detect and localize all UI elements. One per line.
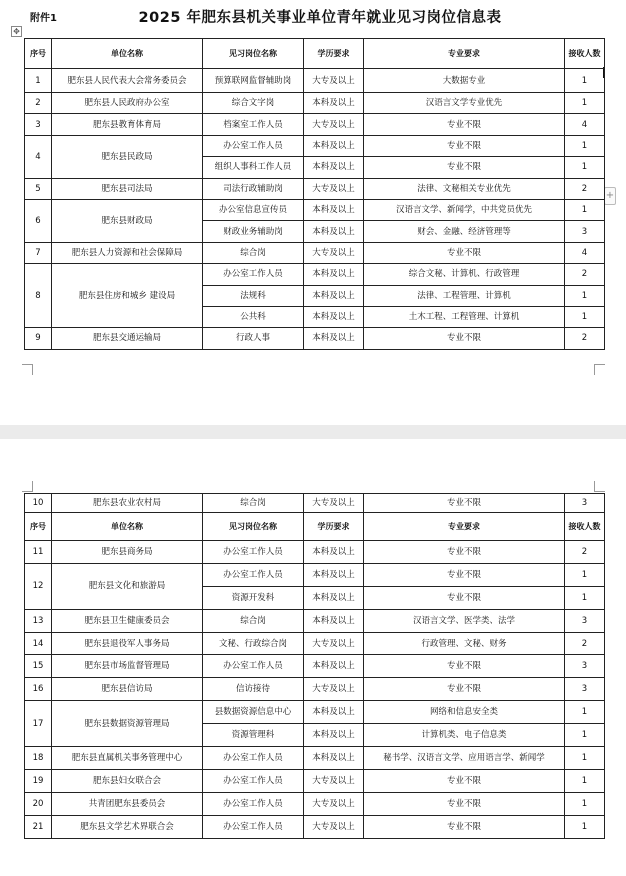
- row-unit: 肥东县数据资源管理局: [52, 701, 203, 747]
- header-unit: 单位名称: [52, 513, 203, 541]
- row-unit: 肥东县商务局: [52, 541, 203, 564]
- table-row: [25, 655, 605, 678]
- table-row: [25, 632, 605, 655]
- row-major: 专业不限: [364, 242, 565, 263]
- table-row: [25, 701, 605, 724]
- row-major: 专业不限: [364, 563, 565, 586]
- row-unit: 肥东县司法局: [52, 178, 203, 199]
- row-education: 本科及以上: [304, 93, 364, 114]
- row-major: 专业不限: [364, 655, 565, 678]
- header-major: 专业要求: [364, 39, 565, 69]
- table-row: [25, 609, 605, 632]
- row-no: 20: [25, 792, 52, 815]
- row-unit: 肥东县文化和旅游局: [52, 563, 203, 609]
- row-no: 4: [25, 135, 52, 178]
- table-row: [25, 135, 605, 156]
- row-no: 11: [25, 541, 52, 564]
- row-unit: 肥东县卫生健康委员会: [52, 609, 203, 632]
- row-no: 1: [25, 69, 52, 93]
- row-position: 综合岗: [203, 242, 304, 263]
- row-position: 财政业务辅助岗: [203, 221, 304, 242]
- table-row: [25, 563, 605, 586]
- row-position: 信访接待: [203, 678, 304, 701]
- row-count: 3: [565, 678, 605, 701]
- row-count: 1: [565, 135, 605, 156]
- row-count: 3: [565, 655, 605, 678]
- row-no: 17: [25, 701, 52, 747]
- attachment-label: 附件1: [30, 13, 57, 24]
- job-table-page-2: [24, 493, 605, 839]
- row-education: 本科及以上: [304, 541, 364, 564]
- row-education: 大专及以上: [304, 178, 364, 199]
- row-count: 2: [565, 632, 605, 655]
- row-major: 汉语言文学、医学类、法学: [364, 609, 565, 632]
- row-position: 办公室工作人员: [203, 815, 304, 838]
- row-unit: 肥东县文学艺术界联合会: [52, 815, 203, 838]
- row-count: 1: [565, 563, 605, 586]
- row-major: 专业不限: [364, 541, 565, 564]
- row-position: 综合岗: [203, 609, 304, 632]
- row-unit: 肥东县人民政府办公室: [52, 93, 203, 114]
- row-unit: 肥东县交通运输局: [52, 328, 203, 349]
- row-count: 1: [565, 93, 605, 114]
- header-position: 见习岗位名称: [203, 513, 304, 541]
- row-unit: 肥东县农业农村局: [52, 494, 203, 513]
- row-count: 1: [565, 792, 605, 815]
- row-major: 专业不限: [364, 769, 565, 792]
- page-corner-mark: [594, 364, 605, 375]
- row-count: 2: [565, 178, 605, 199]
- row-position: 预算联网监督辅助岗: [203, 69, 304, 93]
- row-major: 专业不限: [364, 792, 565, 815]
- row-no: 10: [25, 494, 52, 513]
- row-major: 网络和信息安全类: [364, 701, 565, 724]
- row-education: 大专及以上: [304, 815, 364, 838]
- row-education: 本科及以上: [304, 157, 364, 178]
- job-table-page-1: [24, 38, 605, 350]
- page-corner-mark: [22, 481, 33, 492]
- row-position: 公共科: [203, 306, 304, 327]
- row-major: 汉语言文学、新闻学，中共党员优先: [364, 199, 565, 220]
- table-header-row: [25, 513, 605, 541]
- row-count: 1: [565, 69, 605, 93]
- row-no: 14: [25, 632, 52, 655]
- row-count: 2: [565, 541, 605, 564]
- row-education: 大专及以上: [304, 632, 364, 655]
- table-row: [25, 69, 605, 93]
- row-major: 汉语言文学专业优先: [364, 93, 565, 114]
- row-education: 大专及以上: [304, 769, 364, 792]
- row-count: 3: [565, 609, 605, 632]
- row-position: 办公室工作人员: [203, 563, 304, 586]
- row-position: 办公室工作人员: [203, 135, 304, 156]
- row-education: 本科及以上: [304, 747, 364, 770]
- row-no: 18: [25, 747, 52, 770]
- row-no: 2: [25, 93, 52, 114]
- row-no: 21: [25, 815, 52, 838]
- row-education: 本科及以上: [304, 285, 364, 306]
- row-education: 大专及以上: [304, 242, 364, 263]
- table-row: [25, 815, 605, 838]
- row-major: 法律、文秘相关专业优先: [364, 178, 565, 199]
- row-position: 综合文字岗: [203, 93, 304, 114]
- row-count: 1: [565, 747, 605, 770]
- row-unit: 肥东县直属机关事务管理中心: [52, 747, 203, 770]
- row-education: 本科及以上: [304, 586, 364, 609]
- row-position: 档案室工作人员: [203, 114, 304, 135]
- header-no: 序号: [25, 39, 52, 69]
- row-count: 4: [565, 242, 605, 263]
- table-row: [25, 747, 605, 770]
- row-count: 1: [565, 724, 605, 747]
- row-count: 1: [565, 157, 605, 178]
- add-column-icon[interactable]: +: [604, 187, 616, 205]
- row-major: 专业不限: [364, 494, 565, 513]
- row-major: 大数据专业: [364, 69, 565, 93]
- row-education: 本科及以上: [304, 264, 364, 285]
- table-row: [25, 678, 605, 701]
- row-position: 资源管理科: [203, 724, 304, 747]
- table-row: [25, 792, 605, 815]
- row-position: 文秘、行政综合岗: [203, 632, 304, 655]
- table-row: [25, 178, 605, 199]
- row-unit: 肥东县妇女联合会: [52, 769, 203, 792]
- row-position: 县数据资源信息中心: [203, 701, 304, 724]
- table-row: [25, 199, 605, 220]
- row-no: 5: [25, 178, 52, 199]
- row-unit: 肥东县民政局: [52, 135, 203, 178]
- row-education: 本科及以上: [304, 221, 364, 242]
- row-position: 办公室工作人员: [203, 541, 304, 564]
- row-major: 专业不限: [364, 328, 565, 349]
- page-title: 2025 年肥东县机关事业单位青年就业见习岗位信息表: [138, 10, 502, 26]
- row-unit: 肥东县退役军人事务局: [52, 632, 203, 655]
- header-unit: 单位名称: [52, 39, 203, 69]
- row-no: 12: [25, 563, 52, 609]
- row-major: 计算机类、电子信息类: [364, 724, 565, 747]
- row-unit: 肥东县人力资源和社会保障局: [52, 242, 203, 263]
- row-major: 专业不限: [364, 586, 565, 609]
- row-education: 本科及以上: [304, 563, 364, 586]
- row-major: 专业不限: [364, 815, 565, 838]
- row-position: 行政人事: [203, 328, 304, 349]
- row-unit: 肥东县教育体育局: [52, 114, 203, 135]
- row-count: 1: [565, 306, 605, 327]
- header-education: 学历要求: [304, 513, 364, 541]
- row-major: 专业不限: [364, 678, 565, 701]
- row-count: 2: [565, 328, 605, 349]
- page-gap: [0, 425, 626, 439]
- row-position: 法规科: [203, 285, 304, 306]
- row-no: 19: [25, 769, 52, 792]
- row-no: 6: [25, 199, 52, 242]
- row-position: 组织人事科工作人员: [203, 157, 304, 178]
- row-major: 综合文秘、计算机、行政管理: [364, 264, 565, 285]
- row-count: 1: [565, 285, 605, 306]
- row-no: 8: [25, 264, 52, 328]
- row-no: 15: [25, 655, 52, 678]
- row-major: 土木工程、工程管理、计算机: [364, 306, 565, 327]
- row-count: 3: [565, 221, 605, 242]
- table-row: [25, 114, 605, 135]
- row-no: 7: [25, 242, 52, 263]
- table-row: [25, 541, 605, 564]
- row-education: 本科及以上: [304, 135, 364, 156]
- row-no: 16: [25, 678, 52, 701]
- table-header-row: [25, 39, 605, 69]
- row-position: 办公室信息宣传员: [203, 199, 304, 220]
- row-education: 本科及以上: [304, 655, 364, 678]
- row-position: 司法行政辅助岗: [203, 178, 304, 199]
- table-row: [25, 769, 605, 792]
- row-unit: 共青团肥东县委员会: [52, 792, 203, 815]
- row-no: 9: [25, 328, 52, 349]
- row-education: 大专及以上: [304, 792, 364, 815]
- row-unit: 肥东县财政局: [52, 199, 203, 242]
- table-row: [25, 242, 605, 263]
- row-major: 行政管理、文秘、财务: [364, 632, 565, 655]
- row-position: 办公室工作人员: [203, 655, 304, 678]
- page-corner-mark: [22, 364, 33, 375]
- row-count: 3: [565, 494, 605, 513]
- row-count: 1: [565, 586, 605, 609]
- row-count: 1: [565, 769, 605, 792]
- row-position: 综合岗: [203, 494, 304, 513]
- row-position: 办公室工作人员: [203, 747, 304, 770]
- row-unit: 肥东县人民代表大会常务委员会: [52, 69, 203, 93]
- row-no: 3: [25, 114, 52, 135]
- row-major: 法律、工程管理、计算机: [364, 285, 565, 306]
- row-count: 1: [565, 701, 605, 724]
- header-position: 见习岗位名称: [203, 39, 304, 69]
- page-corner-mark: [594, 481, 605, 492]
- row-no: 13: [25, 609, 52, 632]
- row-major: 专业不限: [364, 114, 565, 135]
- row-major: 财会、金融、经济管理等: [364, 221, 565, 242]
- row-education: 本科及以上: [304, 306, 364, 327]
- row-education: 本科及以上: [304, 328, 364, 349]
- header-education: 学历要求: [304, 39, 364, 69]
- row-major: 秘书学、汉语言文学、应用语言学、新闻学: [364, 747, 565, 770]
- row-education: 本科及以上: [304, 609, 364, 632]
- row-count: 1: [565, 815, 605, 838]
- row-education: 本科及以上: [304, 701, 364, 724]
- row-position: 办公室工作人员: [203, 769, 304, 792]
- row-education: 本科及以上: [304, 199, 364, 220]
- row-position: 办公室工作人员: [203, 264, 304, 285]
- header-no: 序号: [25, 513, 52, 541]
- row-major: 专业不限: [364, 157, 565, 178]
- row-count: 1: [565, 199, 605, 220]
- row-education: 本科及以上: [304, 724, 364, 747]
- header-major: 专业要求: [364, 513, 565, 541]
- table-row: [25, 328, 605, 349]
- header-count: 接收人数: [565, 513, 605, 541]
- row-education: 大专及以上: [304, 69, 364, 93]
- row-education: 大专及以上: [304, 678, 364, 701]
- row-education: 大专及以上: [304, 114, 364, 135]
- row-education: 大专及以上: [304, 494, 364, 513]
- row-count: 2: [565, 264, 605, 285]
- table-row: [25, 93, 605, 114]
- row-position: 资源开发科: [203, 586, 304, 609]
- header-count: 接收人数: [565, 39, 605, 69]
- row-unit: 肥东县市场监督管理局: [52, 655, 203, 678]
- table-move-handle-icon[interactable]: ✥: [11, 26, 22, 37]
- row-count: 4: [565, 114, 605, 135]
- row-unit: 肥东县住房和城乡 建设局: [52, 264, 203, 328]
- table-row: [25, 264, 605, 285]
- row-unit: 肥东县信访局: [52, 678, 203, 701]
- row-position: 办公室工作人员: [203, 792, 304, 815]
- row-major: 专业不限: [364, 135, 565, 156]
- table-row: [25, 494, 605, 513]
